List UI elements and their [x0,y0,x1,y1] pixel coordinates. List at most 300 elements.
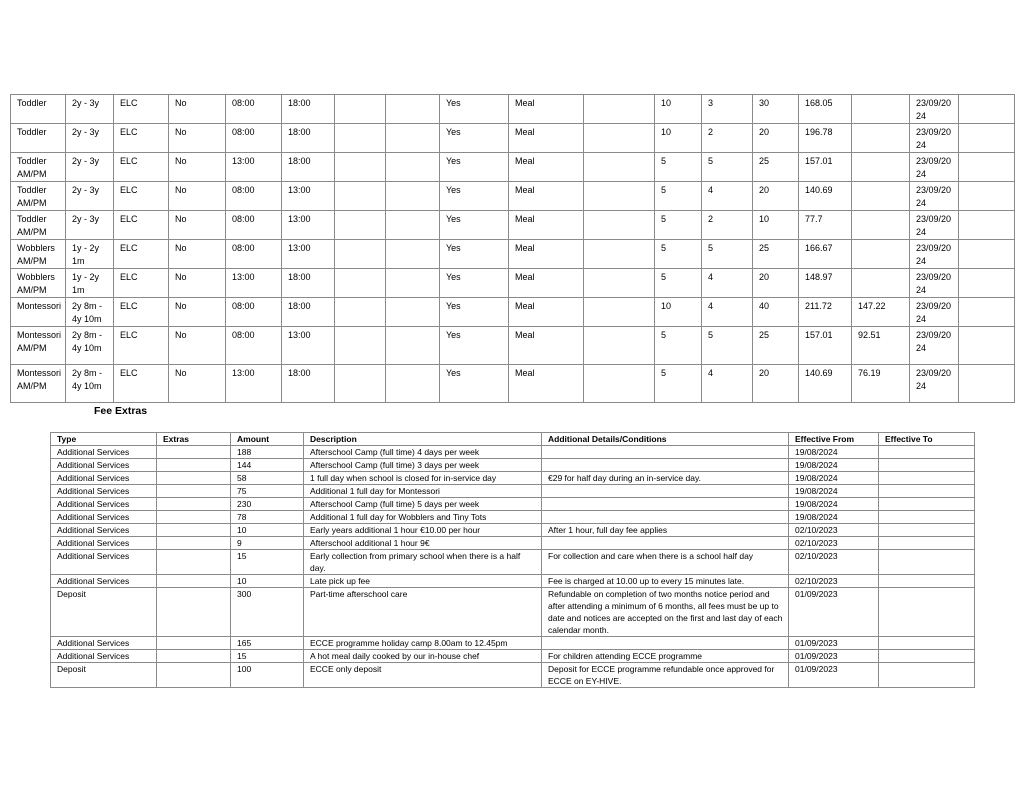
fee-type: Additional Services [51,485,157,498]
fee-description: ECCE programme holiday camp 8.00am to 12.45pm [304,637,542,650]
fee-effective-to [879,524,975,537]
fee-extras [157,537,231,550]
schedule-cell: 2y - 3y [66,153,114,182]
schedule-cell [959,240,1015,269]
fee-effective-from: 02/10/2023 [789,524,879,537]
fee-amount: 10 [231,575,304,588]
schedule-cell [335,327,386,365]
schedule-cell: 4 [702,298,753,327]
fee-amount: 100 [231,663,304,688]
schedule-cell: Yes [440,327,509,365]
fee-conditions: After 1 hour, full day fee applies [542,524,789,537]
schedule-cell: Toddler [11,124,66,153]
schedule-cell: Meal [509,269,584,298]
fee-description: ECCE only deposit [304,663,542,688]
schedule-cell [584,182,655,211]
schedule-cell: ELC [114,365,169,403]
schedule-cell [584,95,655,124]
schedule-row [11,269,1015,298]
schedule-cell: 4 [702,365,753,403]
schedule-cell: 13:00 [226,153,282,182]
schedule-cell: 25 [753,153,799,182]
fee-row [51,472,975,485]
schedule-cell: ELC [114,240,169,269]
schedule-cell: No [169,298,226,327]
schedule-cell: 08:00 [226,182,282,211]
schedule-cell: 2y 8m - 4y 10m [66,298,114,327]
fee-type: Deposit [51,663,157,688]
schedule-row [11,327,1015,365]
schedule-cell: 2y - 3y [66,95,114,124]
schedule-cell [584,153,655,182]
fee-description: Afterschool Camp (full time) 3 days per week [304,459,542,472]
fee-conditions [542,637,789,650]
schedule-cell: Montessori [11,298,66,327]
schedule-cell [959,124,1015,153]
schedule-cell: 13:00 [226,365,282,403]
schedule-row [11,153,1015,182]
schedule-cell: Yes [440,298,509,327]
fee-row [51,511,975,524]
fee-amount: 58 [231,472,304,485]
schedule-cell [386,327,440,365]
schedule-cell: 2 [702,124,753,153]
header-description: Description [304,433,542,446]
schedule-cell [852,211,910,240]
fee-effective-to [879,550,975,575]
schedule-cell: 148.97 [799,269,852,298]
schedule-cell: Yes [440,211,509,240]
schedule-cell: 08:00 [226,211,282,240]
schedule-cell: 77.7 [799,211,852,240]
schedule-table [10,94,1015,403]
fee-effective-from: 19/08/2024 [789,485,879,498]
fee-conditions: Deposit for ECCE programme refundable once approved for ECCE on EY-HIVE. [542,663,789,688]
schedule-cell: 2y - 3y [66,124,114,153]
fee-amount: 300 [231,588,304,637]
schedule-cell: 5 [655,269,702,298]
schedule-cell: Toddler AM/PM [11,153,66,182]
schedule-cell [335,298,386,327]
fee-row [51,524,975,537]
schedule-cell [335,211,386,240]
schedule-cell: No [169,240,226,269]
schedule-cell [335,153,386,182]
fee-effective-from: 01/09/2023 [789,637,879,650]
schedule-cell: 20 [753,124,799,153]
schedule-cell: Montessori AM/PM [11,327,66,365]
schedule-cell: 5 [655,211,702,240]
schedule-cell: 08:00 [226,240,282,269]
schedule-cell: Meal [509,95,584,124]
schedule-cell: Meal [509,211,584,240]
schedule-cell: 5 [655,153,702,182]
fee-effective-to [879,485,975,498]
schedule-cell: 18:00 [282,365,335,403]
fee-row [51,637,975,650]
schedule-cell: 20 [753,269,799,298]
fee-extras [157,550,231,575]
schedule-cell: 3 [702,95,753,124]
schedule-cell: 1y - 2y 1m [66,269,114,298]
schedule-cell [335,124,386,153]
schedule-cell [386,153,440,182]
fee-effective-from: 02/10/2023 [789,537,879,550]
schedule-cell: 5 [655,182,702,211]
schedule-cell: ELC [114,182,169,211]
fee-effective-to [879,511,975,524]
schedule-cell: 18:00 [282,298,335,327]
schedule-cell [959,211,1015,240]
fee-type: Additional Services [51,537,157,550]
schedule-cell: 13:00 [282,182,335,211]
schedule-cell [584,240,655,269]
fee-type: Additional Services [51,472,157,485]
fee-effective-to [879,650,975,663]
schedule-cell: ELC [114,269,169,298]
schedule-cell: 25 [753,327,799,365]
fee-description: Afterschool Camp (full time) 5 days per week [304,498,542,511]
schedule-cell [584,211,655,240]
fee-type: Additional Services [51,575,157,588]
schedule-cell: 10 [753,211,799,240]
schedule-cell [335,269,386,298]
schedule-cell: 18:00 [282,269,335,298]
schedule-cell [852,240,910,269]
schedule-cell: 08:00 [226,327,282,365]
schedule-cell [852,269,910,298]
fee-extras [157,446,231,459]
fee-row [51,498,975,511]
schedule-cell: Yes [440,365,509,403]
fee-amount: 75 [231,485,304,498]
schedule-cell: 13:00 [282,211,335,240]
fee-conditions [542,498,789,511]
header-type: Type [51,433,157,446]
schedule-cell: ELC [114,95,169,124]
fee-effective-from: 01/09/2023 [789,650,879,663]
schedule-cell: ELC [114,211,169,240]
schedule-cell: 23/09/2024 [910,182,959,211]
schedule-cell: Wobblers AM/PM [11,240,66,269]
schedule-row [11,298,1015,327]
schedule-cell: Montessori AM/PM [11,365,66,403]
fee-description: Part-time afterschool care [304,588,542,637]
schedule-cell: 4 [702,269,753,298]
fee-extras [157,588,231,637]
schedule-cell: No [169,211,226,240]
fee-effective-to [879,472,975,485]
schedule-row [11,124,1015,153]
fee-conditions [542,511,789,524]
schedule-cell: 5 [702,153,753,182]
fee-type: Additional Services [51,446,157,459]
schedule-cell [386,124,440,153]
fee-row [51,575,975,588]
fee-extras [157,498,231,511]
schedule-cell [335,182,386,211]
fee-conditions: Refundable on completion of two months notice period and after attending a minimum of 6 months, all fees must be up to date and notices are accepted on the first and last day of each calendar month. [542,588,789,637]
schedule-cell: 23/09/2024 [910,211,959,240]
schedule-cell: 08:00 [226,298,282,327]
fee-type: Additional Services [51,459,157,472]
fee-effective-from: 19/08/2024 [789,498,879,511]
fee-effective-to [879,575,975,588]
fee-description: Afterschool Camp (full time) 4 days per week [304,446,542,459]
schedule-cell: Meal [509,124,584,153]
schedule-cell: 23/09/2024 [910,327,959,365]
fee-extras [157,459,231,472]
schedule-cell: Wobblers AM/PM [11,269,66,298]
schedule-cell: Toddler AM/PM [11,211,66,240]
fee-extras-table [50,432,975,688]
fee-extras [157,650,231,663]
header-extras: Extras [157,433,231,446]
fee-effective-to [879,459,975,472]
fee-amount: 188 [231,446,304,459]
fee-row [51,550,975,575]
schedule-cell: 5 [655,365,702,403]
schedule-cell: Meal [509,365,584,403]
fee-amount: 144 [231,459,304,472]
fee-type: Additional Services [51,650,157,663]
schedule-cell: 157.01 [799,153,852,182]
schedule-cell: 211.72 [799,298,852,327]
fee-effective-from: 19/08/2024 [789,472,879,485]
fee-effective-from: 19/08/2024 [789,446,879,459]
schedule-cell: ELC [114,124,169,153]
schedule-cell [959,182,1015,211]
fee-effective-from: 19/08/2024 [789,459,879,472]
schedule-row [11,95,1015,124]
schedule-cell: 13:00 [226,269,282,298]
header-effective-from: Effective From [789,433,879,446]
schedule-cell: 30 [753,95,799,124]
schedule-cell [852,153,910,182]
schedule-cell: 166.67 [799,240,852,269]
schedule-cell [335,240,386,269]
fee-type: Additional Services [51,511,157,524]
fee-amount: 15 [231,550,304,575]
schedule-cell [584,365,655,403]
schedule-cell [386,365,440,403]
schedule-cell [584,327,655,365]
schedule-cell: 157.01 [799,327,852,365]
fee-effective-from: 02/10/2023 [789,550,879,575]
fee-conditions: €29 for half day during an in-service day. [542,472,789,485]
schedule-cell [386,182,440,211]
schedule-row [11,365,1015,403]
fee-amount: 10 [231,524,304,537]
schedule-cell: 18:00 [282,95,335,124]
schedule-cell: No [169,269,226,298]
fee-extras [157,472,231,485]
schedule-row [11,182,1015,211]
schedule-cell [959,95,1015,124]
fee-amount: 78 [231,511,304,524]
fee-type: Additional Services [51,498,157,511]
fee-row [51,663,975,688]
schedule-cell: 2y - 3y [66,182,114,211]
schedule-cell: Meal [509,298,584,327]
schedule-cell [584,269,655,298]
schedule-cell: Toddler AM/PM [11,182,66,211]
fee-extras-title: Fee Extras [94,405,148,417]
schedule-cell: Meal [509,327,584,365]
fee-type: Additional Services [51,550,157,575]
fee-effective-to [879,537,975,550]
fee-extras [157,524,231,537]
fee-amount: 9 [231,537,304,550]
schedule-cell [959,298,1015,327]
fee-extras [157,663,231,688]
fee-description: A hot meal daily cooked by our in-house chef [304,650,542,663]
fee-type: Additional Services [51,524,157,537]
fee-extras [157,637,231,650]
fee-extras-header-row [51,433,975,446]
fee-description: Additional 1 full day for Wobblers and Tiny Tots [304,511,542,524]
schedule-cell: 18:00 [282,124,335,153]
schedule-cell: 1y - 2y 1m [66,240,114,269]
schedule-cell [852,182,910,211]
schedule-cell: Yes [440,269,509,298]
schedule-cell: 5 [702,327,753,365]
schedule-cell: 20 [753,182,799,211]
schedule-cell [959,327,1015,365]
schedule-cell [386,211,440,240]
schedule-cell: 2y 8m - 4y 10m [66,365,114,403]
schedule-cell: No [169,365,226,403]
schedule-row [11,240,1015,269]
schedule-row [11,211,1015,240]
schedule-cell [584,298,655,327]
fee-effective-to [879,588,975,637]
fee-row [51,588,975,637]
schedule-cell: Toddler [11,95,66,124]
schedule-cell [386,240,440,269]
schedule-cell [386,298,440,327]
schedule-cell: ELC [114,153,169,182]
fee-effective-from: 01/09/2023 [789,588,879,637]
schedule-cell: 23/09/2024 [910,240,959,269]
fee-effective-from: 02/10/2023 [789,575,879,588]
fee-row [51,537,975,550]
schedule-cell [335,365,386,403]
fee-description: Additional 1 full day for Montessori [304,485,542,498]
schedule-cell [959,153,1015,182]
fee-conditions [542,537,789,550]
schedule-cell: 4 [702,182,753,211]
fee-type: Deposit [51,588,157,637]
schedule-cell [386,269,440,298]
fee-conditions: For collection and care when there is a school half day [542,550,789,575]
fee-effective-from: 19/08/2024 [789,511,879,524]
schedule-cell: 40 [753,298,799,327]
fee-description: 1 full day when school is closed for in-service day [304,472,542,485]
schedule-cell: 10 [655,298,702,327]
schedule-cell [335,95,386,124]
schedule-cell: 147.22 [852,298,910,327]
schedule-cell: 196.78 [799,124,852,153]
fee-effective-from: 01/09/2023 [789,663,879,688]
schedule-cell: No [169,153,226,182]
fee-amount: 230 [231,498,304,511]
schedule-cell: 168.05 [799,95,852,124]
schedule-cell: 140.69 [799,365,852,403]
schedule-cell: 23/09/2024 [910,298,959,327]
schedule-cell: Yes [440,182,509,211]
fee-row [51,446,975,459]
schedule-cell: 23/09/2024 [910,269,959,298]
header-effective-to: Effective To [879,433,975,446]
schedule-cell: ELC [114,298,169,327]
header-additional-details: Additional Details/Conditions [542,433,789,446]
fee-row [51,485,975,498]
schedule-cell: 13:00 [282,240,335,269]
schedule-cell: 140.69 [799,182,852,211]
fee-description: Early collection from primary school when there is a half day. [304,550,542,575]
schedule-cell: Meal [509,153,584,182]
schedule-cell [584,124,655,153]
schedule-cell: 25 [753,240,799,269]
schedule-cell: ELC [114,327,169,365]
schedule-cell: 5 [655,240,702,269]
schedule-cell [852,95,910,124]
schedule-cell [852,124,910,153]
fee-row [51,459,975,472]
schedule-cell: 23/09/2024 [910,124,959,153]
schedule-cell: No [169,124,226,153]
schedule-cell: Meal [509,240,584,269]
schedule-cell: 5 [702,240,753,269]
schedule-cell: 2y - 3y [66,211,114,240]
schedule-cell [386,95,440,124]
schedule-cell: 13:00 [282,327,335,365]
schedule-cell [959,269,1015,298]
fee-effective-to [879,663,975,688]
fee-row [51,650,975,663]
schedule-cell: 23/09/2024 [910,95,959,124]
fee-conditions: For children attending ECCE programme [542,650,789,663]
schedule-cell: 23/09/2024 [910,153,959,182]
schedule-cell: No [169,95,226,124]
fee-extras [157,575,231,588]
schedule-cell: 23/09/2024 [910,365,959,403]
fee-extras [157,511,231,524]
schedule-cell: 92.51 [852,327,910,365]
fee-effective-to [879,446,975,459]
schedule-cell: 20 [753,365,799,403]
schedule-cell: Yes [440,153,509,182]
schedule-cell: 2 [702,211,753,240]
schedule-cell: 18:00 [282,153,335,182]
fee-effective-to [879,498,975,511]
fee-description: Afterschool additional 1 hour 9€ [304,537,542,550]
schedule-cell: 08:00 [226,124,282,153]
fee-amount: 15 [231,650,304,663]
schedule-cell: Yes [440,124,509,153]
schedule-cell: Yes [440,95,509,124]
schedule-cell: 08:00 [226,95,282,124]
fee-description: Early years additional 1 hour €10.00 per hour [304,524,542,537]
fee-extras [157,485,231,498]
fee-amount: 165 [231,637,304,650]
fee-conditions [542,485,789,498]
schedule-cell: Meal [509,182,584,211]
schedule-cell: 5 [655,327,702,365]
schedule-cell: No [169,327,226,365]
schedule-cell [959,365,1015,403]
